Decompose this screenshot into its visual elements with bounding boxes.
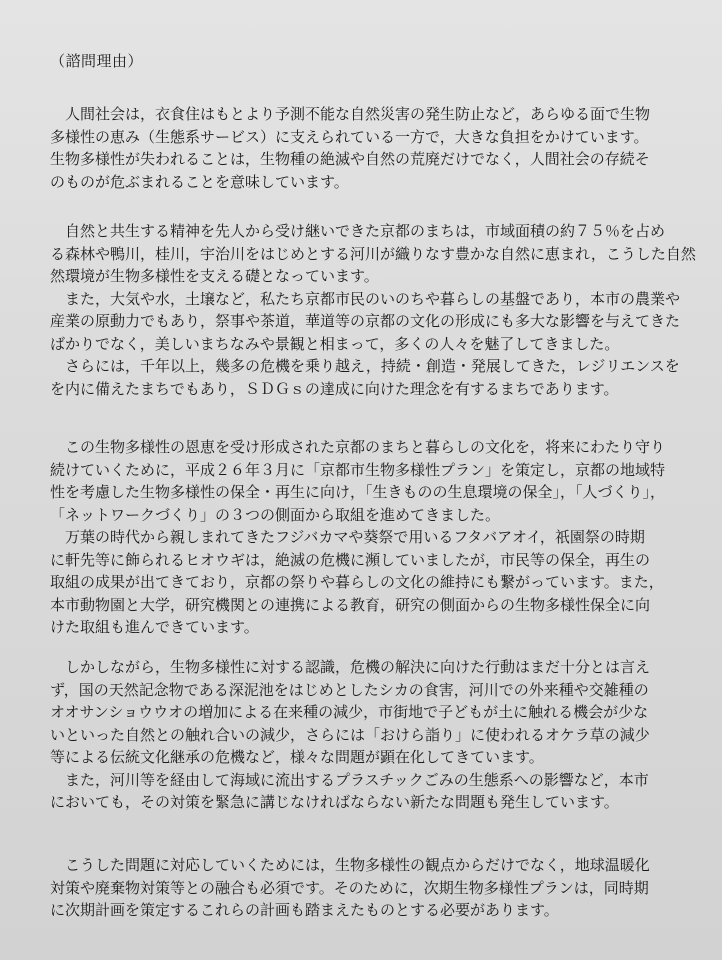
text-line: 多様性の恵み（生態系サービス）に支えられている一方で，大きな負担をかけています。 bbox=[50, 127, 649, 146]
text-line: ばかりでなく，美しいまちなみや景観と相まって，多くの人々を魅了してきました。 bbox=[50, 334, 620, 353]
text-line: 産業の原動力でもあり，祭事や茶道，華道等の京都の文化の形成にも多大な影響を与えてきた bbox=[50, 312, 681, 330]
paragraph-4 bbox=[50, 656, 700, 814]
paragraph-3 bbox=[50, 436, 700, 639]
text-line: 然環境が生物多様性を支える礎となっています。 bbox=[50, 267, 379, 285]
text-line: 性を考慮した生物多様性の保全・再生に向け，「生きものの生息環境の保全」，「人づくり」， bbox=[50, 483, 666, 501]
paragraph-5 bbox=[50, 854, 700, 922]
text-line: に軒先等に飾られるヒオウギは，絶滅の危機に瀕していましたが，市民等の保全，再生の bbox=[50, 550, 651, 569]
text-line: 本市動物園と大学，研究機関との連携による教育，研究の側面からの生物多様性保全に向 bbox=[50, 595, 651, 614]
text-line: 生物多様性が失われることは，生物種の絶滅や自然の荒廃だけでなく，人間社会の存続そ bbox=[50, 150, 650, 168]
text-line: 続けていくために，平成２６年３月に「京都市生物多様性プラン」を策定し，京都の地域特 bbox=[50, 460, 666, 479]
text-line: 取組の成果が出てきており，京都の祭りや暮らしの文化の維持にも繋がっています。また， bbox=[50, 573, 664, 591]
text-line: 「ネットワークづくり」の３つの側面から取組を進めてきました。 bbox=[50, 505, 501, 524]
text-line: 等による伝統文化継承の危機など，様々な問題が顕在化してきています。 bbox=[50, 748, 544, 766]
text-line: 自然と共生する精神を先人から受け継いできた京都のまちは，市域面積の約７５％を占め bbox=[50, 222, 666, 240]
text-line: また，河川等を経由して海域に流出するプラスチックごみの生態系への影響など，本市 bbox=[50, 770, 649, 789]
text-line: 人間社会は，衣食住はもとより予測不能な自然災害の発生防止など，あらゆる面で生物 bbox=[50, 105, 651, 123]
text-line: を内に備えたまちでもあり，ＳＤＧｓの達成に向けた理念を有するまちであります。 bbox=[50, 379, 619, 398]
text-line: また，大気や水，土壌など，私たち京都市民のいのちや暮らしの基盤であり，本市の農業や bbox=[50, 289, 681, 308]
text-line: においても，その対策を緊急に講じなければならない新たな問題も発生しています。 bbox=[50, 793, 619, 811]
text-line: オオサンショウウオの増加による在来種の減少，市街地で子どもが土に触れる機会が少な bbox=[50, 703, 649, 721]
text-line: こうした問題に対応していくためには，生物多様性の観点からだけでなく，地球温暖化 bbox=[50, 856, 650, 874]
text-line: いといった自然との触れ合いの減少，さらには「おけら詣り」に使われるオケラ草の減少 bbox=[50, 725, 650, 744]
text-line: この生物多様性の恩恵を受け形成された京都のまちと暮らしの文化を，将来にわたり守り bbox=[50, 438, 666, 456]
text-line: る森林や鴨川，桂川，宇治川をはじめとする河川が織りなす豊かな自然に恵まれ，こうした自然 bbox=[50, 244, 696, 263]
text-line: に次期計画を策定するこれらの計画も踏まえたものとする必要があります。 bbox=[50, 901, 559, 919]
text-line: けた取組も進んできています。 bbox=[50, 618, 259, 636]
text-line: 対策や廃棄物対策等との融合も必須です。そのために，次期生物多様性プランは，同時期 bbox=[50, 878, 649, 897]
section-heading: （諮問理由） bbox=[50, 52, 144, 70]
paragraph-1 bbox=[50, 103, 700, 193]
text-line: さらには，千年以上，幾多の危機を乗り越え，持続・創造・発展してきた，レジリエンスを bbox=[50, 357, 680, 375]
text-line: しかしながら，生物多様性に対する認識，危機の解決に向けた行動はまだ十分とは言え bbox=[50, 658, 651, 676]
text-line: 万葉の時代から親しまれてきたフジバカマや葵祭で用いるフタバアオイ，祇園祭の時期 bbox=[50, 528, 645, 546]
text-line: のものが危ぶまれることを意味しています。 bbox=[50, 172, 349, 191]
paragraph-2 bbox=[50, 220, 700, 400]
text-line: ず，国の天然記念物である深泥池をはじめとしたシカの食害，河川での外来種や交雑種の bbox=[50, 680, 649, 699]
